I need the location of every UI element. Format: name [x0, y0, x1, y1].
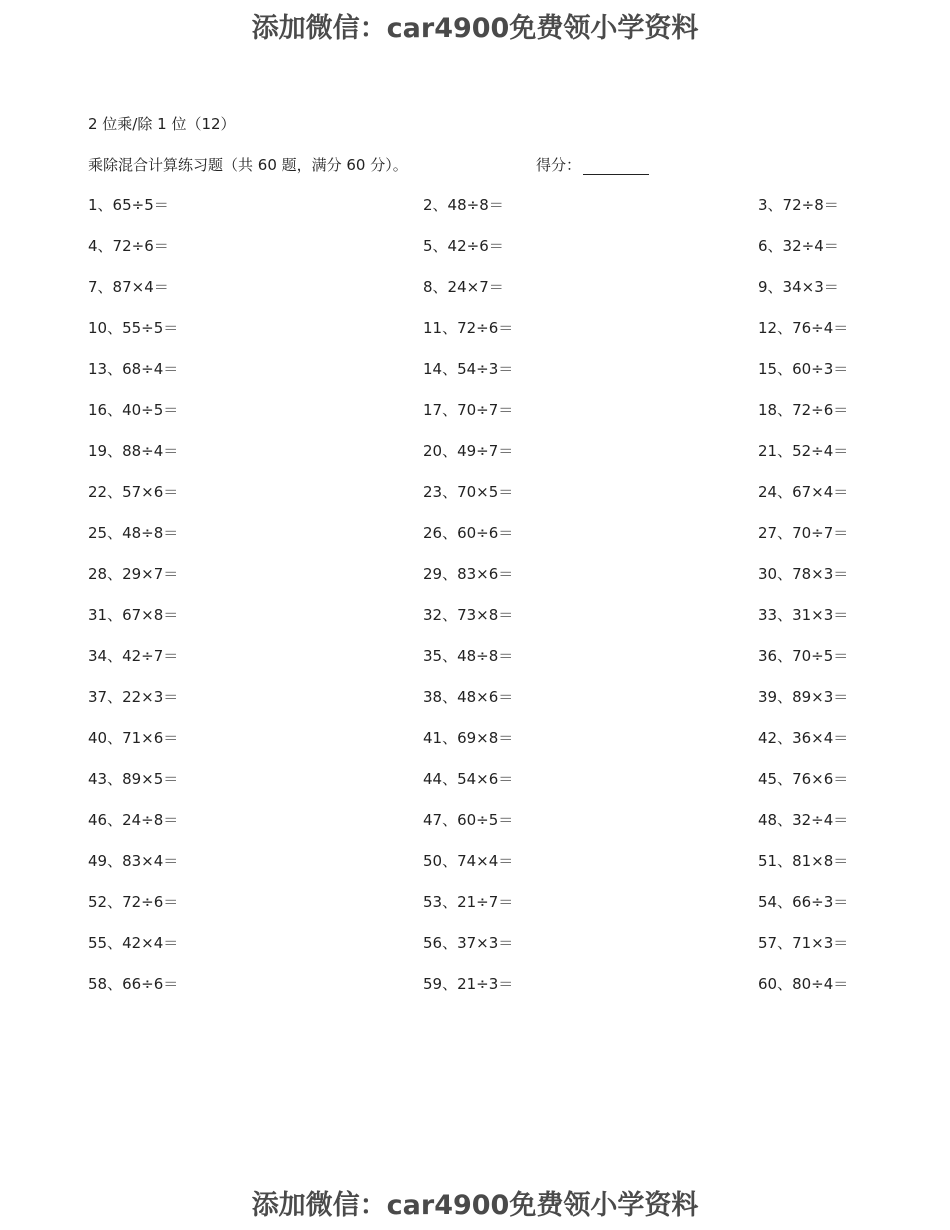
problem-item: 14、54÷3＝	[423, 360, 514, 378]
problem-item: 28、29×7＝	[88, 565, 179, 583]
problem-item: 26、60÷6＝	[423, 524, 514, 542]
problem-item: 1、65÷5＝	[88, 196, 169, 214]
problem-item: 23、70×5＝	[423, 483, 514, 501]
problem-item: 37、22×3＝	[88, 688, 179, 706]
watermark-top: 添加微信：car4900免费领小学资料	[251, 13, 699, 44]
problem-item: 13、68÷4＝	[88, 360, 179, 378]
problem-item: 11、72÷6＝	[423, 319, 514, 337]
score-field	[536, 154, 649, 175]
problem-item: 6、32÷4＝	[758, 237, 839, 255]
problem-item: 22、57×6＝	[88, 483, 179, 501]
problem-item: 35、48÷8＝	[423, 647, 514, 665]
problem-item: 5、42÷6＝	[423, 237, 504, 255]
problem-item: 53、21÷7＝	[423, 893, 514, 911]
problem-item: 8、24×7＝	[423, 278, 504, 296]
problem-item: 57、71×3＝	[758, 934, 849, 952]
score-blank-line	[583, 158, 649, 175]
problem-item: 59、21÷3＝	[423, 975, 514, 993]
problem-grid	[88, 195, 908, 1015]
problem-item: 48、32÷4＝	[758, 811, 849, 829]
problem-item: 16、40÷5＝	[88, 401, 179, 419]
problem-item: 54、66÷3＝	[758, 893, 849, 911]
problem-item: 47、60÷5＝	[423, 811, 514, 829]
score-label: 得分：	[536, 156, 582, 174]
watermark-bottom: 添加微信：car4900免费领小学资料	[251, 1190, 699, 1221]
problem-item: 56、37×3＝	[423, 934, 514, 952]
problem-item: 9、34×3＝	[758, 278, 839, 296]
problem-item: 2、48÷8＝	[423, 196, 504, 214]
problem-item: 31、67×8＝	[88, 606, 179, 624]
problem-item: 39、89×3＝	[758, 688, 849, 706]
problem-item: 45、76×6＝	[758, 770, 849, 788]
problem-item: 10、55÷5＝	[88, 319, 179, 337]
problem-item: 46、24÷8＝	[88, 811, 179, 829]
problem-item: 41、69×8＝	[423, 729, 514, 747]
problem-item: 40、71×6＝	[88, 729, 179, 747]
problem-item: 20、49÷7＝	[423, 442, 514, 460]
problem-item: 60、80÷4＝	[758, 975, 849, 993]
problem-item: 18、72÷6＝	[758, 401, 849, 419]
problem-item: 42、36×4＝	[758, 729, 849, 747]
problem-item: 38、48×6＝	[423, 688, 514, 706]
problem-item: 43、89×5＝	[88, 770, 179, 788]
problem-item: 49、83×4＝	[88, 852, 179, 870]
problem-item: 21、52÷4＝	[758, 442, 849, 460]
problem-item: 29、83×6＝	[423, 565, 514, 583]
problem-item: 58、66÷6＝	[88, 975, 179, 993]
worksheet-instructions: 乘除混合计算练习题（共 60 题，满分 60 分）。	[88, 156, 408, 174]
problem-item: 30、78×3＝	[758, 565, 849, 583]
ghost-text-top	[0, 44, 950, 56]
problem-item: 55、42×4＝	[88, 934, 179, 952]
problem-item: 36、70÷5＝	[758, 647, 849, 665]
problem-item: 19、88÷4＝	[88, 442, 179, 460]
worksheet-subtitle: 2 位乘/除 1 位（12）	[88, 115, 236, 133]
problem-item: 51、81×8＝	[758, 852, 849, 870]
problem-item: 32、73×8＝	[423, 606, 514, 624]
problem-item: 33、31×3＝	[758, 606, 849, 624]
problem-item: 25、48÷8＝	[88, 524, 179, 542]
problem-item: 24、67×4＝	[758, 483, 849, 501]
problem-item: 34、42÷7＝	[88, 647, 179, 665]
problem-item: 15、60÷3＝	[758, 360, 849, 378]
problem-item: 3、72÷8＝	[758, 196, 839, 214]
problem-item: 7、87×4＝	[88, 278, 169, 296]
problem-item: 17、70÷7＝	[423, 401, 514, 419]
problem-item: 44、54×6＝	[423, 770, 514, 788]
problem-item: 50、74×4＝	[423, 852, 514, 870]
problem-item: 4、72÷6＝	[88, 237, 169, 255]
problem-item: 52、72÷6＝	[88, 893, 179, 911]
problem-item: 27、70÷7＝	[758, 524, 849, 542]
problem-item: 12、76÷4＝	[758, 319, 849, 337]
